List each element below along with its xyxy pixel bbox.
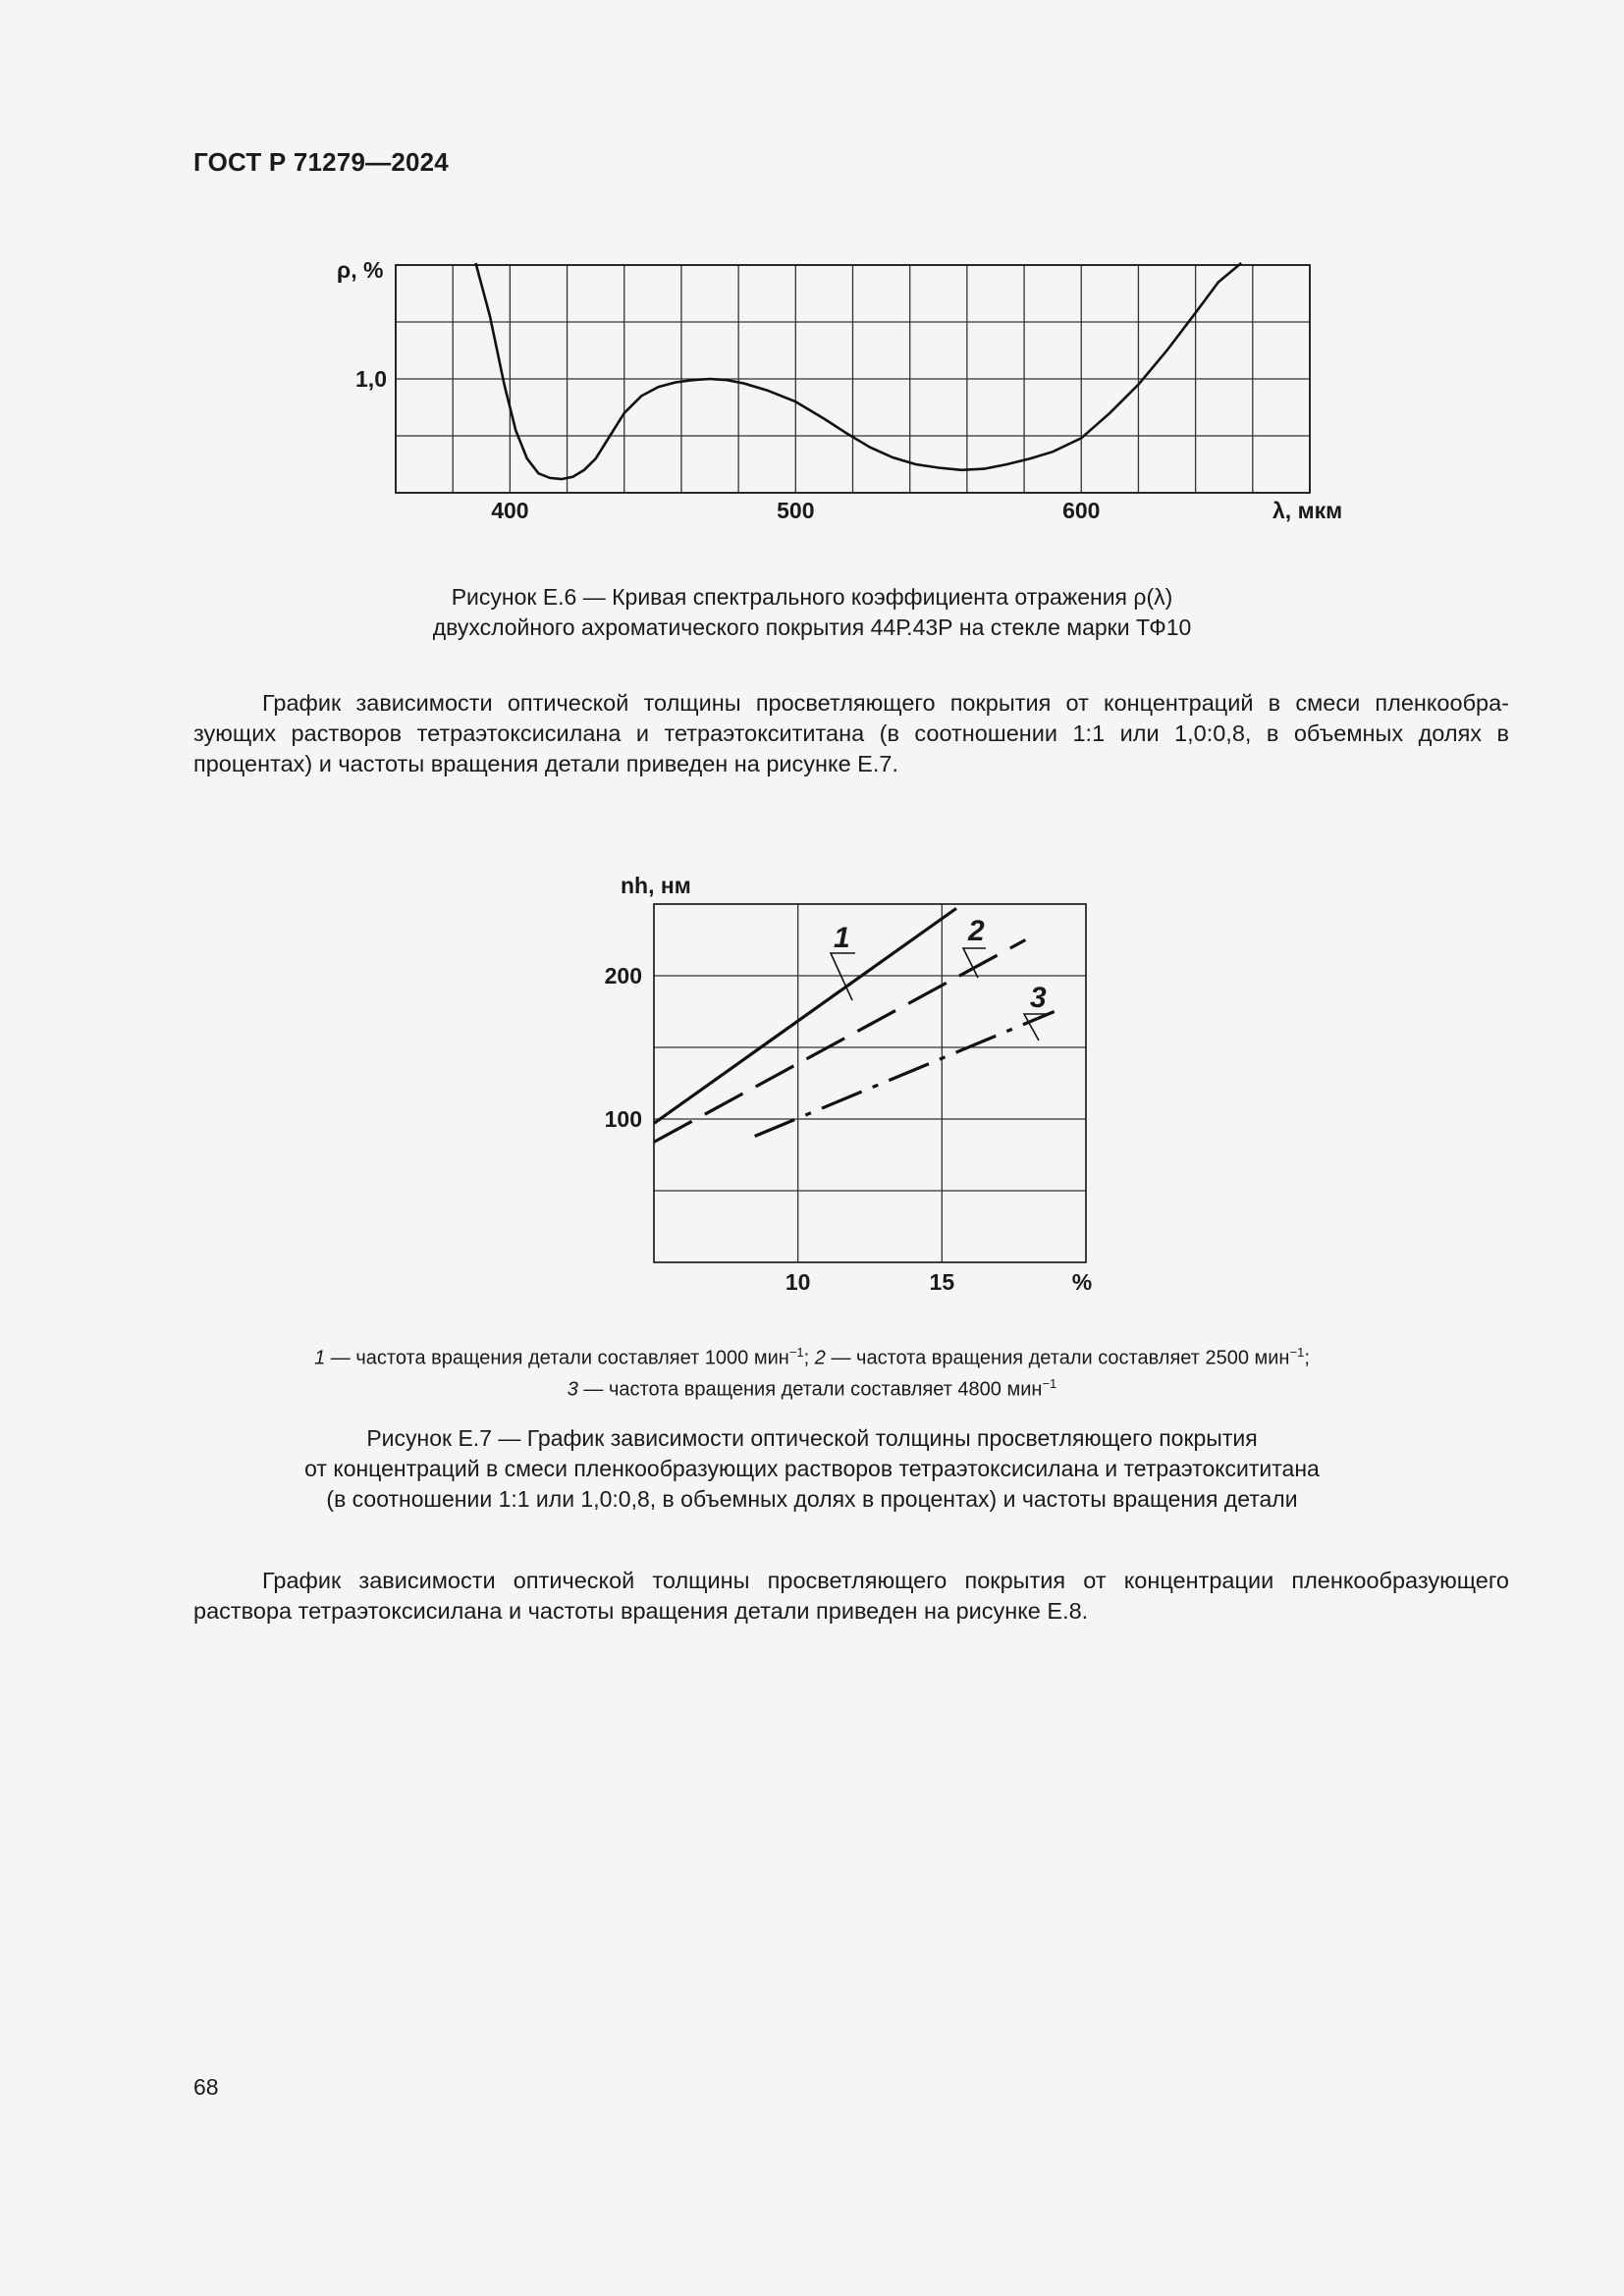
page-number: 68 (193, 2074, 219, 2100)
y-tick-label: 200 (604, 963, 642, 988)
y-tick-label: 1,0 (355, 366, 387, 392)
x-tick-label: 10 (785, 1269, 811, 1295)
series-label-1: 1 (834, 922, 850, 954)
paragraph-line: процентах) и частоты вращения детали приведен на рисунке Е.7. (193, 751, 898, 776)
x-tick-label: 400 (491, 498, 529, 523)
series-line-1 (654, 908, 956, 1123)
caption-line: (в соотношении 1:1 или 1,0:0,8, в объемных долях в процентах) и частоты вращения детали (326, 1486, 1298, 1512)
plot-frame (654, 904, 1086, 1262)
paragraph-line: зующих растворов тетраэтоксисилана и тетраэтоксититана (в соотношении 1:1 или 1,0:0,8, в объемных долях в (193, 721, 1509, 746)
legend-line: 3 — частота вращения детали составляет 4800 мин$^{-1}$ (567, 1375, 1057, 1401)
figure-e7-caption (0, 1423, 1624, 1515)
fig7-lines (654, 908, 1055, 1142)
fig7-y-axis-label: nh, нм (621, 873, 691, 898)
paragraph-line: раствора тетраэтоксисилана и частоты вращения детали приведен на рисунке Е.8. (193, 1598, 1089, 1624)
paragraph-line: График зависимости оптической толщины просветляющего покрытия от концентрации пленкообразующего (262, 1568, 1509, 1593)
y-tick-label: 100 (604, 1106, 642, 1132)
x-tick-label: 15 (929, 1269, 955, 1295)
x-tick-label: % (1071, 1269, 1093, 1295)
series-line-3 (755, 1012, 1055, 1137)
fig6-x-axis-label: λ, мкм (1272, 498, 1343, 523)
figure-e7-legend (0, 1340, 1624, 1402)
fig7-grid (654, 904, 1086, 1262)
fig6-y-axis-label: ρ, % (337, 257, 384, 283)
document-header: ГОСТ Р 71279—2024 (193, 147, 449, 177)
caption-line: двухслойного ахроматического покрытия 44Р.43Р на стекле марки ТФ10 (432, 614, 1192, 640)
caption-line: Рисунок Е.7 — График зависимости оптической толщины просветляющего покрытия (366, 1425, 1258, 1451)
fig7-series-labels (831, 915, 1047, 1041)
paragraph-line: График зависимости оптической толщины просветляющего покрытия от концентраций в смеси пленкообра- (262, 690, 1509, 716)
x-tick-label: 600 (1062, 498, 1101, 523)
series-line-2 (654, 940, 1025, 1143)
caption-line: от концентраций в смеси пленкообразующих растворов тетраэтоксисилана и тетраэтоксититана (304, 1456, 1320, 1481)
paragraph-2 (193, 1566, 1509, 1627)
caption-line: Рисунок Е.6 — Кривая спектрального коэффициента отражения ρ(λ) (451, 584, 1173, 610)
series-label-2: 2 (968, 915, 985, 947)
series-label-3: 3 (1030, 982, 1047, 1014)
legend-line: 1 — частота вращения детали составляет 1000 мин$^{-1}$; 2 — частота вращения детали составляет 2500 мин$^{-1}$; (314, 1345, 1310, 1369)
x-tick-label: 500 (777, 498, 815, 523)
